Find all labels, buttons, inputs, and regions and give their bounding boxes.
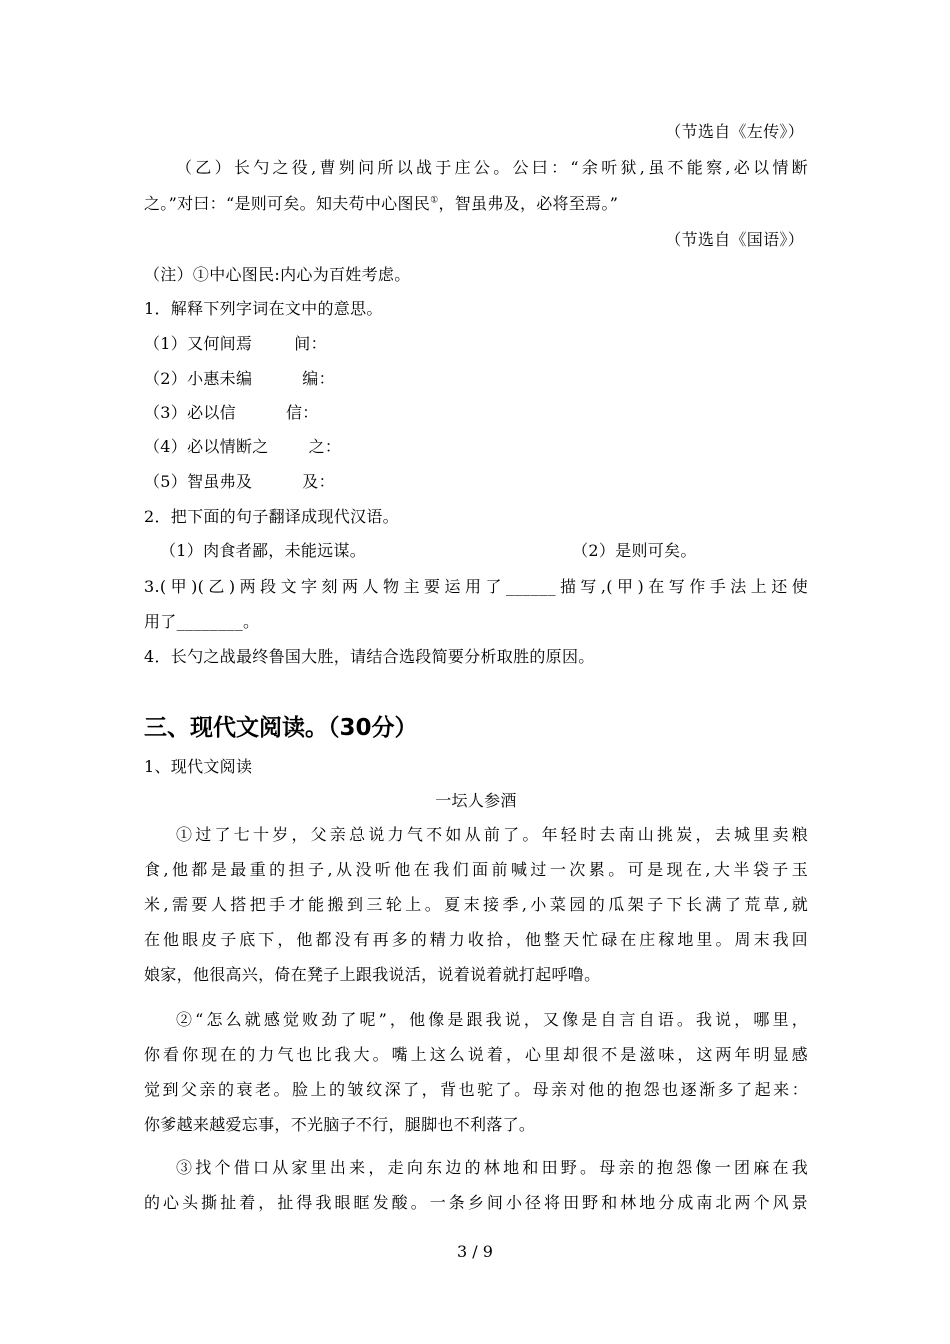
question-2-items <box>144 541 808 561</box>
question-2-item-2: （2）是则可矣。 <box>572 541 697 560</box>
source-citation-zuozhuan: （节选自《左传》） <box>665 122 804 141</box>
article-title: 一坛人参酒 <box>435 791 517 810</box>
article-paragraph-line: 觉到父亲的衰老。脸上的皱纹深了，背也驼了。母亲对他的抱怨也逐渐多了起来： <box>144 1080 808 1099</box>
article-paragraph-line: 你看你现在的力气也比我大。嘴上这么说着，心里却很不是滋味，这两年明显感 <box>144 1045 808 1064</box>
article-paragraph-line: 米,需要人搭把手才能搬到三轮上。夏末接季,小菜园的瓜架子下长满了荒草,就 <box>144 895 808 914</box>
passage-yi-line-2-part-b: ，智虽弗及，必将至焉。” <box>438 194 619 213</box>
page-number: 3 / 9 <box>457 1242 493 1261</box>
passage-yi-line-1: （乙）长勺之役,曹刿问所以战于庄公。公曰：“余听狱,虽不能察,必以情断 <box>176 158 808 177</box>
question-1-item <box>144 403 808 423</box>
question-1-item <box>144 437 808 457</box>
article-paragraph-line: 的心头撕扯着，扯得我眼眶发酸。一条乡间小径将田野和林地分成南北两个风景 <box>144 1193 808 1212</box>
section-heading: 三、现代文阅读。（30分） <box>144 715 418 741</box>
article-paragraph-line: ②“怎么就感觉败劲了呢”，他像是跟我说，又像是自言自语。我说，哪里， <box>176 1010 808 1029</box>
passage-yi-line-2-part-a: 之。”对曰：“是则可矣。知夫苟中心图民 <box>144 194 431 213</box>
item-phrase: （4）必以情断之 <box>144 437 269 456</box>
item-word: 之： <box>308 437 342 456</box>
question-1-item <box>144 334 808 354</box>
question-2-stem: 2．把下面的句子翻译成现代汉语。 <box>144 507 399 526</box>
question-3-line-2: 用了________。 <box>144 612 260 631</box>
item-phrase: （3）必以信 <box>144 403 236 422</box>
article-paragraph-line: ③找个借口从家里出来，走向东边的林地和田野。母亲的抱怨像一团麻在我 <box>176 1158 808 1177</box>
question-3-line-1: 3.(甲)(乙)两段文字刻两人物主要运用了______描写,(甲)在写作手法上还使 <box>144 577 808 596</box>
passage-yi-line-2 <box>144 194 808 214</box>
question-1-item <box>144 472 808 492</box>
article-paragraph-line: 食,他都是最重的担子,从没听他在我们面前喊过一次累。可是现在,大半袋子玉 <box>144 860 808 879</box>
section-sub-heading: 1、现代文阅读 <box>144 757 253 776</box>
item-word: 编： <box>302 369 335 388</box>
article-paragraph-line: 娘家，他很高兴，倚在凳子上跟我说活，说着说着就打起呼噜。 <box>144 965 601 984</box>
item-word: 及： <box>302 472 335 491</box>
item-word: 信： <box>285 403 319 422</box>
annotation-note: （注）①中心图民:内心为百姓考虑。 <box>144 265 411 284</box>
footnote-marker: ① <box>430 195 439 206</box>
article-paragraph-line: 你爹越来越爱忘事，不光脑子不行，腿脚也不利落了。 <box>144 1115 536 1134</box>
item-word: 间： <box>294 334 327 353</box>
source-citation-guoyu: （节选自《国语》） <box>665 230 804 249</box>
question-1-item <box>144 369 808 389</box>
item-phrase: （5）智虽弗及 <box>144 472 253 491</box>
article-paragraph-line: ①过了七十岁，父亲总说力气不如从前了。年轻时去南山挑炭，去城里卖粮 <box>176 825 808 844</box>
item-phrase: （2）小惠未编 <box>144 369 253 388</box>
question-1-stem: 1．解释下列字词在文中的意思。 <box>144 299 383 318</box>
article-paragraph-line: 在他眼皮子底下，他都没有再多的精力收拾，他整天忙碌在庄稼地里。周末我回 <box>144 930 808 949</box>
question-2-item-1: （1）肉食者鄙，未能远谋。 <box>160 541 367 560</box>
question-4-stem: 4．长勺之战最终鲁国大胜，请结合选段简要分析取胜的原因。 <box>144 647 595 666</box>
item-phrase: （1）又何间焉 <box>144 334 253 353</box>
